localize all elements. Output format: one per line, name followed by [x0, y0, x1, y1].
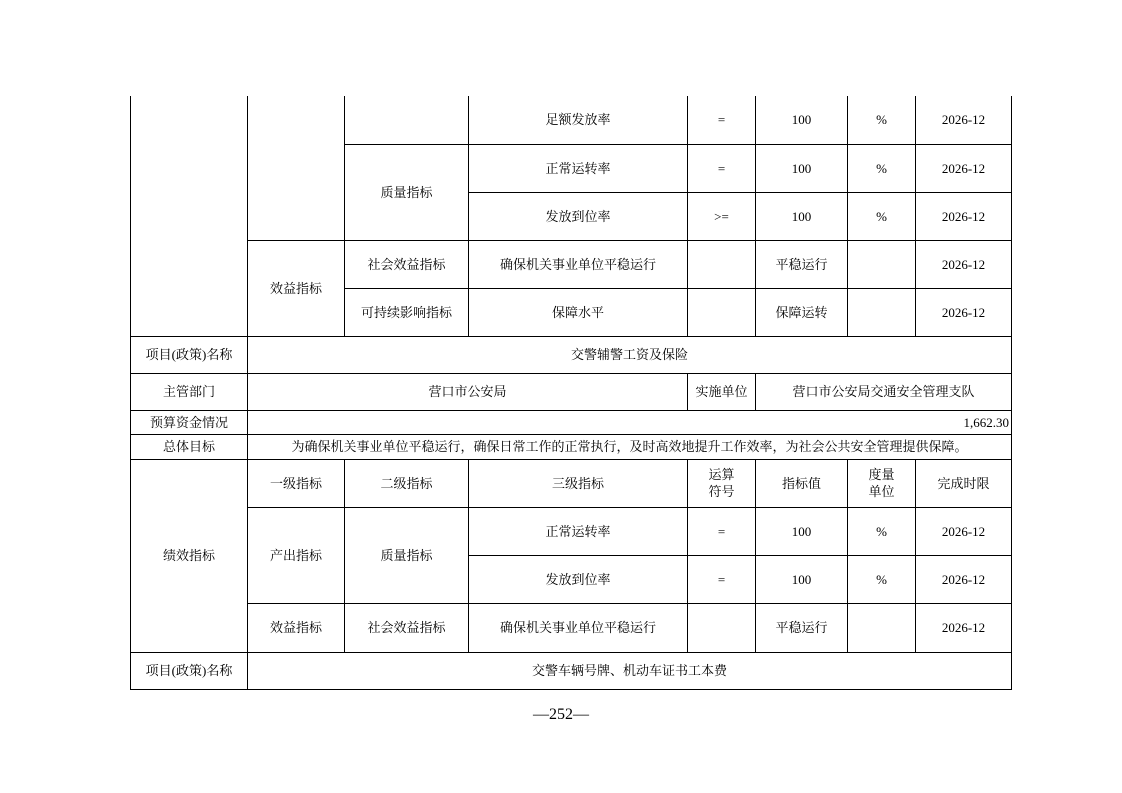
table-row	[131, 434, 1012, 459]
header-level3: 三级指标	[469, 459, 688, 507]
table-row	[131, 652, 1012, 689]
dept-value: 营口市公安局	[248, 373, 688, 410]
level3-cell: 确保机关事业单位平稳运行	[469, 240, 688, 288]
table-row	[131, 96, 1012, 144]
perf-label: 绩效指标	[131, 459, 248, 652]
impl-label: 实施单位	[688, 373, 756, 410]
project-name-label: 项目(政策)名称	[131, 336, 248, 373]
performance-table	[130, 96, 1012, 690]
unit-cell: %	[848, 192, 916, 240]
blank-cell	[345, 96, 469, 144]
table-header-row	[131, 459, 1012, 507]
unit-cell	[848, 603, 916, 652]
project-name-label: 项目(政策)名称	[131, 652, 248, 689]
level3-cell: 发放到位率	[469, 192, 688, 240]
unit-cell	[848, 288, 916, 336]
operator-cell	[688, 240, 756, 288]
level2-cell: 可持续影响指标	[345, 288, 469, 336]
deadline-cell: 2026-12	[916, 144, 1012, 192]
blank-cell	[248, 96, 345, 240]
table-row	[131, 373, 1012, 410]
deadline-cell: 2026-12	[916, 507, 1012, 555]
operator-cell: >=	[688, 192, 756, 240]
operator-cell: =	[688, 507, 756, 555]
header-value: 指标值	[756, 459, 848, 507]
table-row	[131, 603, 1012, 652]
budget-value: 1,662.30	[248, 410, 1012, 434]
level3-cell: 确保机关事业单位平稳运行	[469, 603, 688, 652]
level1-cell: 效益指标	[248, 240, 345, 336]
operator-cell	[688, 288, 756, 336]
goal-label: 总体目标	[131, 434, 248, 459]
table-row	[131, 336, 1012, 373]
level2-cell: 社会效益指标	[345, 240, 469, 288]
operator-cell: =	[688, 144, 756, 192]
deadline-cell: 2026-12	[916, 288, 1012, 336]
table-row	[131, 410, 1012, 434]
operator-cell: =	[688, 555, 756, 603]
deadline-cell: 2026-12	[916, 555, 1012, 603]
unit-cell	[848, 240, 916, 288]
budget-label: 预算资金情况	[131, 410, 248, 434]
level3-cell: 正常运转率	[469, 507, 688, 555]
level3-cell: 正常运转率	[469, 144, 688, 192]
impl-value: 营口市公安局交通安全管理支队	[756, 373, 1012, 410]
unit-cell: %	[848, 507, 916, 555]
level2-cell: 质量指标	[345, 507, 469, 603]
value-cell: 平稳运行	[756, 603, 848, 652]
page-number: —252—	[533, 706, 589, 723]
header-unit: 度量 单位	[848, 459, 916, 507]
dept-label: 主管部门	[131, 373, 248, 410]
blank-cell	[131, 96, 248, 336]
operator-cell	[688, 603, 756, 652]
table-row	[131, 240, 1012, 288]
project-name: 交警车辆号牌、机动车证书工本费	[248, 652, 1012, 689]
goal-value: 为确保机关事业单位平稳运行，确保日常工作的正常执行，及时高效地提升工作效率，为社会公共安全管理提供保障。	[248, 434, 1012, 459]
level1-cell: 效益指标	[248, 603, 345, 652]
deadline-cell: 2026-12	[916, 96, 1012, 144]
level3-cell: 保障水平	[469, 288, 688, 336]
unit-cell: %	[848, 96, 916, 144]
unit-cell: %	[848, 144, 916, 192]
level2-cell: 质量指标	[345, 144, 469, 240]
project-name: 交警辅警工资及保险	[248, 336, 1012, 373]
deadline-cell: 2026-12	[916, 240, 1012, 288]
header-deadline: 完成时限	[916, 459, 1012, 507]
value-cell: 平稳运行	[756, 240, 848, 288]
value-cell: 100	[756, 96, 848, 144]
level3-cell: 发放到位率	[469, 555, 688, 603]
level2-cell: 社会效益指标	[345, 603, 469, 652]
value-cell: 100	[756, 192, 848, 240]
header-operator: 运算 符号	[688, 459, 756, 507]
value-cell: 100	[756, 144, 848, 192]
table-row	[131, 507, 1012, 555]
value-cell: 100	[756, 507, 848, 555]
level1-cell: 产出指标	[248, 507, 345, 603]
value-cell: 100	[756, 555, 848, 603]
header-level2: 二级指标	[345, 459, 469, 507]
header-level1: 一级指标	[248, 459, 345, 507]
level3-cell: 足额发放率	[469, 96, 688, 144]
operator-cell: =	[688, 96, 756, 144]
unit-cell: %	[848, 555, 916, 603]
deadline-cell: 2026-12	[916, 192, 1012, 240]
deadline-cell: 2026-12	[916, 603, 1012, 652]
value-cell: 保障运转	[756, 288, 848, 336]
